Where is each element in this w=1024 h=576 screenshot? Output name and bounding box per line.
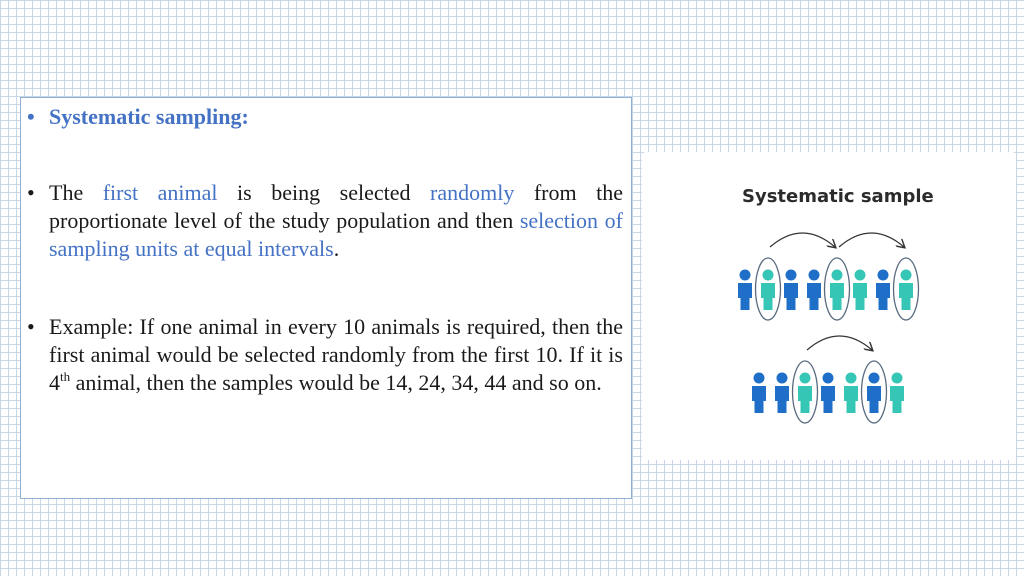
person-icon (853, 270, 867, 311)
example-text: Example: If one animal in every 10 animals is required, then the first animal would be selected randomly from the first 10. If it is 4th animal, then the samples would be 14, 24, 34, 44 and so on. (49, 314, 623, 395)
definition-bullet (27, 179, 623, 263)
interval-arrow (770, 233, 835, 247)
definition-text: The first animal is being selected randomly from the proportionate level of the study population and then selection of sampling units at equal intervals. (49, 180, 623, 261)
interval-arrow (839, 233, 904, 247)
person-icon (761, 270, 775, 311)
person-icon (830, 270, 844, 311)
bullet-icon: • (27, 104, 35, 129)
highlight-equal-intervals: selection of sampling units at equal intervals (49, 208, 623, 261)
systematic-sample-figure (642, 152, 1016, 460)
person-icon (867, 373, 881, 414)
heading-bullet (27, 103, 623, 131)
person-icon (752, 373, 766, 414)
example-bullet (27, 313, 623, 397)
person-icon (807, 270, 821, 311)
bullet-icon: • (27, 180, 35, 205)
highlight-randomly: randomly (430, 180, 515, 205)
person-icon (844, 373, 858, 414)
person-icon (821, 373, 835, 414)
ordinal-suffix: th (60, 369, 71, 384)
person-icon (890, 373, 904, 414)
bullet-icon: • (27, 314, 35, 339)
person-icon (775, 373, 789, 414)
text-panel (20, 97, 632, 499)
figure-title: Systematic sample (742, 186, 934, 207)
people-diagram (642, 152, 1016, 460)
section-heading: Systematic sampling: (49, 104, 249, 129)
person-icon (876, 270, 890, 311)
highlight-first-animal: first animal (102, 180, 218, 205)
interval-arrow (807, 336, 872, 350)
person-icon (784, 270, 798, 311)
person-icon (738, 270, 752, 311)
person-icon (899, 270, 913, 311)
person-icon (798, 373, 812, 414)
